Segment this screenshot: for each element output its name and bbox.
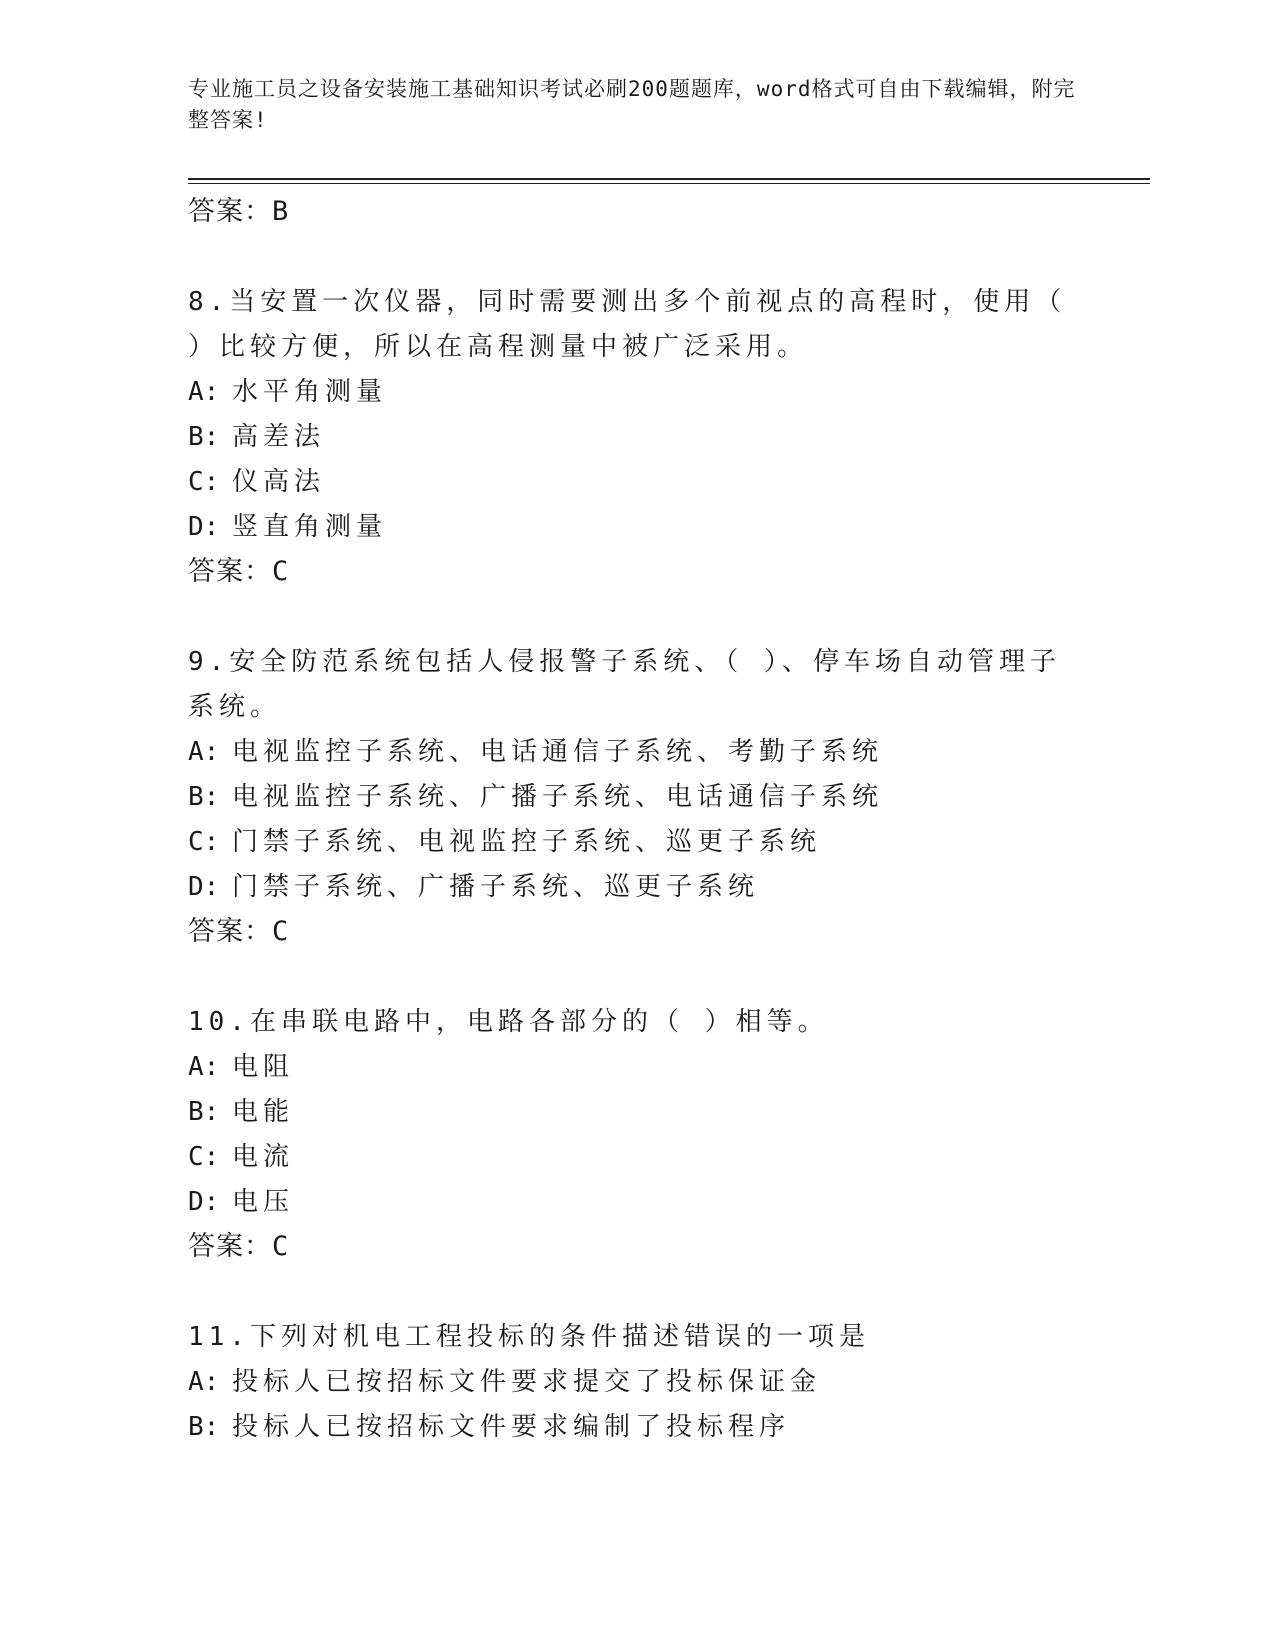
answer-label: 答案： [188,196,272,227]
header-divider-thin [188,183,1150,184]
option-key: A: [188,1367,220,1397]
question-9 [188,640,1088,954]
option-c [188,820,1088,865]
option-d [188,505,1088,550]
question-10 [188,1000,1088,1269]
option-key: C: [188,827,220,857]
option-b [188,1090,1088,1135]
option-text: 投标人已按招标文件要求编制了投标程序 [232,1412,791,1442]
option-b [188,415,1088,460]
option-key: A: [188,737,220,767]
answer-value: B [272,196,290,227]
option-c [188,460,1088,505]
option-key: B: [188,1412,220,1442]
document-header-title: 专业施工员之设备安装施工基础知识考试必刷200题题库，word格式可自由下载编辑，附完整答案! [188,77,1076,132]
option-a [188,1360,1088,1405]
option-text: 电流 [232,1142,295,1172]
option-key: C: [188,467,220,497]
option-text: 电视监控子系统、电话通信子系统、考勤子系统 [232,737,884,767]
question-8 [188,280,1088,594]
question-text: 9.安全防范系统包括人侵报警子系统、（ ）、停车场自动管理子系统。 [188,647,1061,722]
option-key: A: [188,1052,220,1082]
answer-line [188,1225,1088,1269]
option-a [188,1045,1088,1090]
option-text: 高差法 [232,422,326,452]
answer-line [188,190,1088,234]
option-text: 电视监控子系统、广播子系统、电话通信子系统 [232,782,884,812]
option-text: 电压 [232,1187,295,1217]
option-key: A: [188,377,220,407]
option-a [188,370,1088,415]
answer-label: 答案： [188,556,272,587]
answer-line [188,550,1088,594]
answer-value: C [272,1231,290,1262]
option-d [188,1180,1088,1225]
option-b [188,1405,1088,1450]
option-text: 电阻 [232,1052,295,1082]
question-text: 8.当安置一次仪器，同时需要测出多个前视点的高程时，使用（ ）比较方便，所以在高程测量中被广泛采用。 [188,287,1067,362]
answer-line [188,910,1088,954]
question-list [188,190,1088,1450]
option-key: D: [188,1187,220,1217]
option-text: 门禁子系统、广播子系统、巡更子系统 [232,872,760,902]
question-text: 11.下列对机电工程投标的条件描述错误的一项是 [188,1322,870,1352]
question-11 [188,1315,1088,1450]
option-text: 门禁子系统、电视监控子系统、巡更子系统 [232,827,822,857]
option-text: 水平角测量 [232,377,388,407]
option-key: D: [188,872,220,902]
option-text: 竖直角测量 [232,512,388,542]
question-text: 10.在串联电路中，电路各部分的（ ）相等。 [188,1007,829,1037]
answer-value: C [272,556,290,587]
option-key: B: [188,782,220,812]
answer-value: C [272,916,290,947]
option-text: 投标人已按招标文件要求提交了投标保证金 [232,1367,822,1397]
header-divider-thick [188,178,1150,180]
option-c [188,1135,1088,1180]
answer-label: 答案： [188,1231,272,1262]
option-key: D: [188,512,220,542]
option-text: 仪高法 [232,467,326,497]
option-key: B: [188,1097,220,1127]
option-text: 电能 [232,1097,295,1127]
option-key: C: [188,1142,220,1172]
option-a [188,730,1088,775]
option-key: B: [188,422,220,452]
answer-label: 答案： [188,916,272,947]
option-d [188,865,1088,910]
option-b [188,775,1088,820]
